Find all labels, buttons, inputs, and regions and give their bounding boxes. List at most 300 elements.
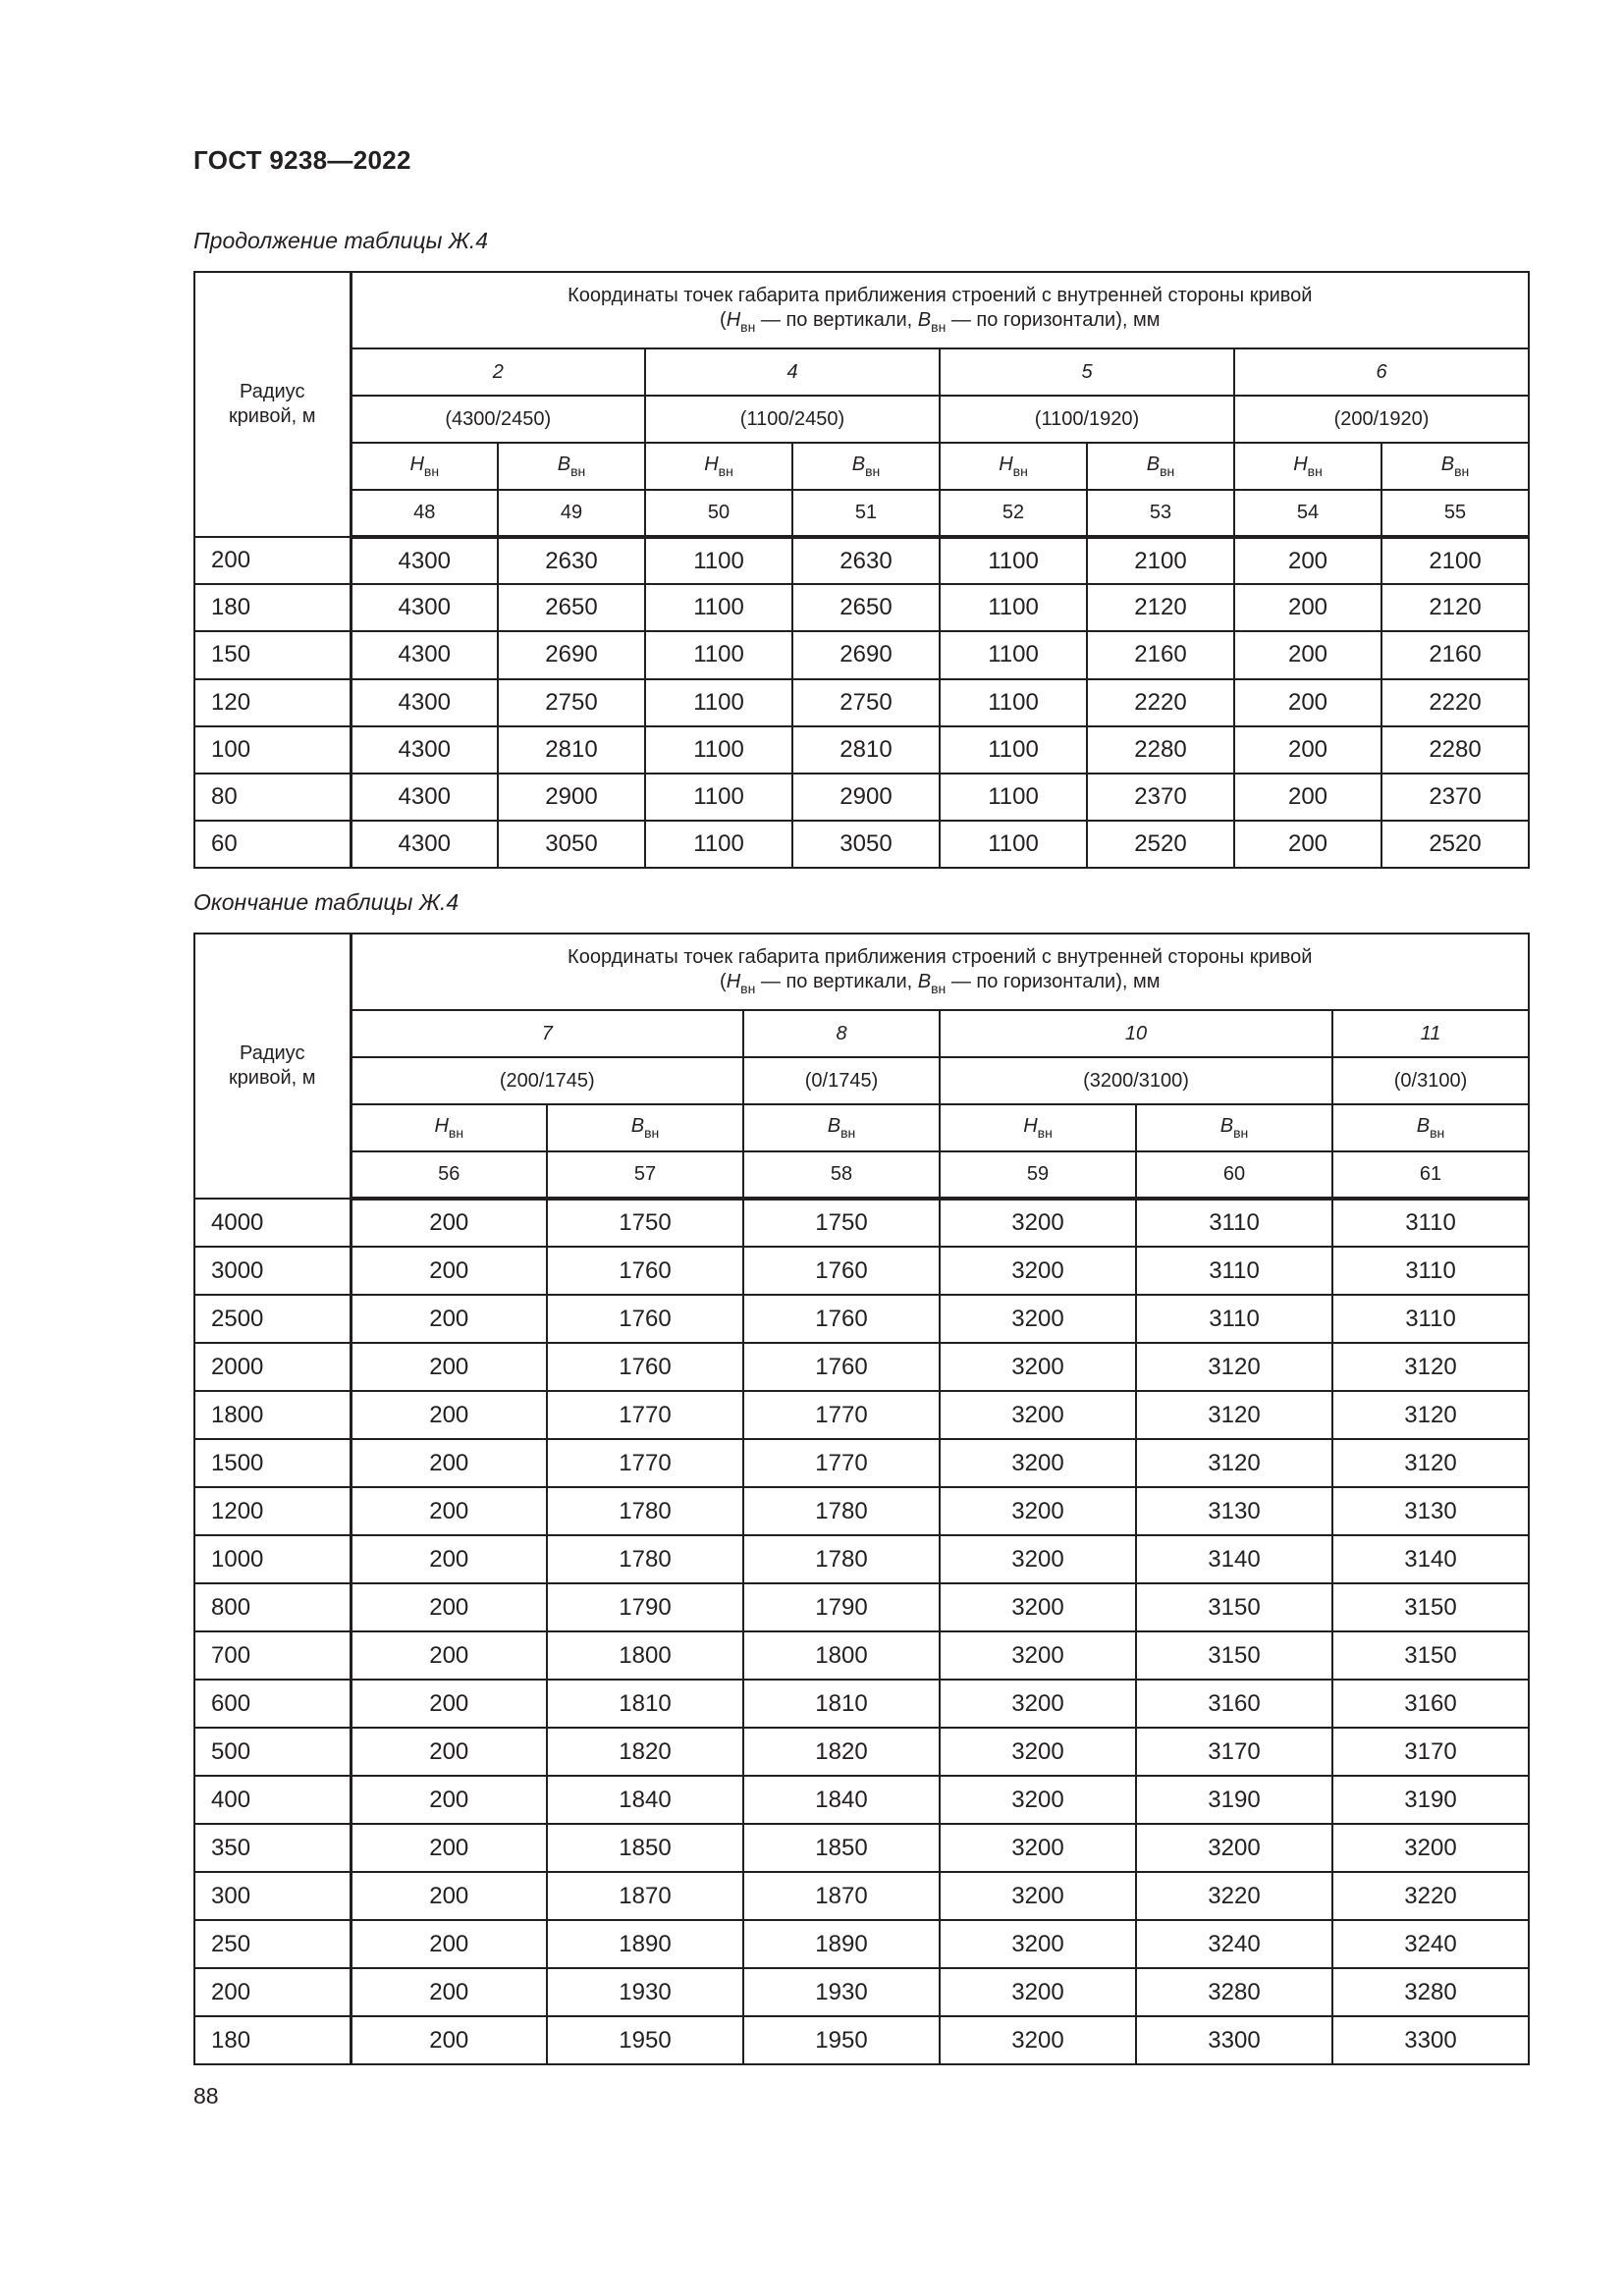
col-number: 49 (498, 490, 645, 537)
h-subscript: вн (423, 463, 440, 479)
value-cell: 200 (351, 1631, 547, 1680)
value-cell: 200 (351, 1487, 547, 1535)
document-title: ГОСТ 9238—2022 (193, 145, 411, 175)
radius-cell: 4000 (194, 1199, 351, 1247)
value-cell: 3220 (1136, 1872, 1332, 1920)
value-cell: 3140 (1136, 1535, 1332, 1583)
b-subscript: вн (865, 463, 881, 479)
value-cell: 200 (1234, 584, 1381, 631)
h-symbol: H (704, 454, 719, 475)
value-cell: 1770 (547, 1439, 743, 1487)
value-cell: 1800 (743, 1631, 940, 1680)
value-cell: 1930 (547, 1968, 743, 2016)
b-symbol: B (630, 1115, 645, 1137)
value-cell: 3200 (940, 1680, 1136, 1728)
table-row (194, 1391, 1529, 1439)
value-cell: 2370 (1087, 774, 1234, 821)
value-cell: 200 (351, 2016, 547, 2064)
value-cell: 2120 (1087, 584, 1234, 631)
value-cell: 2220 (1381, 679, 1529, 726)
value-cell: 200 (351, 1199, 547, 1247)
value-cell: 1780 (743, 1487, 940, 1535)
table-row (194, 631, 1529, 678)
b-subscript: вн (1233, 1125, 1249, 1141)
value-cell: 3200 (940, 1872, 1136, 1920)
value-cell: 4300 (351, 631, 498, 678)
coord-header (351, 272, 1529, 348)
value-cell: 1100 (940, 679, 1087, 726)
radius-cell: 300 (194, 1872, 351, 1920)
value-cell: 1100 (645, 774, 792, 821)
value-cell: 1760 (743, 1343, 940, 1391)
value-cell: 3110 (1332, 1295, 1529, 1343)
value-cell: 1750 (547, 1199, 743, 1247)
value-cell: 2220 (1087, 679, 1234, 726)
point-number: 8 (743, 1010, 940, 1057)
value-cell: 3050 (498, 821, 645, 868)
value-cell: 3160 (1332, 1680, 1529, 1728)
b-symbol: B (851, 454, 866, 475)
point-coords: (200/1920) (1234, 396, 1529, 443)
value-cell: 200 (1234, 774, 1381, 821)
value-cell: 2520 (1087, 821, 1234, 868)
value-cell: 1100 (940, 821, 1087, 868)
value-cell: 200 (351, 1968, 547, 2016)
table-row (194, 1824, 1529, 1872)
point-coords: (0/3100) (1332, 1057, 1529, 1104)
value-cell: 1100 (645, 631, 792, 678)
value-cell: 1760 (547, 1247, 743, 1295)
b-col-header (1381, 443, 1529, 490)
table-row (194, 1680, 1529, 1728)
radius-cell: 700 (194, 1631, 351, 1680)
table-row (194, 726, 1529, 774)
table-row (194, 1583, 1529, 1631)
radius-cell: 1500 (194, 1439, 351, 1487)
col-number: 60 (1136, 1151, 1332, 1199)
value-cell: 1840 (547, 1776, 743, 1824)
value-cell: 3190 (1136, 1776, 1332, 1824)
b-symbol: B (1146, 454, 1161, 475)
table-row (194, 584, 1529, 631)
value-cell: 3200 (940, 1295, 1136, 1343)
value-cell: 1850 (547, 1824, 743, 1872)
point-number: 2 (351, 348, 645, 396)
value-cell: 1890 (743, 1920, 940, 1968)
point-coords: (1100/2450) (645, 396, 940, 443)
value-cell: 1790 (547, 1583, 743, 1631)
value-cell: 2750 (498, 679, 645, 726)
value-cell: 3200 (940, 1247, 1136, 1295)
radius-cell: 1200 (194, 1487, 351, 1535)
value-cell: 3170 (1136, 1728, 1332, 1776)
col-number: 57 (547, 1151, 743, 1199)
value-cell: 200 (1234, 821, 1381, 868)
value-cell: 1780 (547, 1535, 743, 1583)
radius-header (194, 934, 351, 1199)
value-cell: 3130 (1136, 1487, 1332, 1535)
value-cell: 3140 (1332, 1535, 1529, 1583)
value-cell: 1760 (547, 1343, 743, 1391)
h-subscript: вн (448, 1125, 464, 1141)
value-cell: 1100 (645, 679, 792, 726)
value-cell: 3200 (940, 2016, 1136, 2064)
coord-header-line1: Координаты точек габарита приближения строений с внутренней стороны кривой (568, 285, 1313, 307)
radius-cell: 150 (194, 631, 351, 678)
value-cell: 1760 (743, 1295, 940, 1343)
radius-cell: 2500 (194, 1295, 351, 1343)
value-cell: 1810 (547, 1680, 743, 1728)
table-row (194, 1487, 1529, 1535)
point-coords: (3200/3100) (940, 1057, 1332, 1104)
table-row (194, 1631, 1529, 1680)
value-cell: 2900 (792, 774, 940, 821)
value-cell: 4300 (351, 584, 498, 631)
col-number: 50 (645, 490, 792, 537)
h-col-header (351, 1104, 547, 1151)
value-cell: 2100 (1381, 537, 1529, 584)
col-number: 54 (1234, 490, 1381, 537)
value-cell: 2650 (498, 584, 645, 631)
table-row (194, 1295, 1529, 1343)
value-cell: 3110 (1136, 1247, 1332, 1295)
col-number: 59 (940, 1151, 1136, 1199)
value-cell: 3280 (1136, 1968, 1332, 2016)
point-number: 4 (645, 348, 940, 396)
b-symbol: B (1416, 1115, 1431, 1137)
value-cell: 1100 (940, 584, 1087, 631)
point-number: 5 (940, 348, 1234, 396)
value-cell: 1870 (547, 1872, 743, 1920)
radius-cell: 250 (194, 1920, 351, 1968)
coord-header-line1: Координаты точек габарита приближения строений с внутренней стороны кривой (568, 946, 1313, 969)
value-cell: 3120 (1332, 1391, 1529, 1439)
value-cell: 1850 (743, 1824, 940, 1872)
value-cell: 1820 (547, 1728, 743, 1776)
table-row (194, 774, 1529, 821)
value-cell: 1770 (547, 1391, 743, 1439)
value-cell: 3220 (1332, 1872, 1529, 1920)
value-cell: 200 (351, 1824, 547, 1872)
value-cell: 2810 (792, 726, 940, 774)
value-cell: 3120 (1136, 1343, 1332, 1391)
table-row (194, 1920, 1529, 1968)
col-number: 51 (792, 490, 940, 537)
b-col-header (1136, 1104, 1332, 1151)
value-cell: 3150 (1332, 1631, 1529, 1680)
value-cell: 1840 (743, 1776, 940, 1824)
value-cell: 2280 (1381, 726, 1529, 774)
b-subscript: вн (1454, 463, 1470, 479)
value-cell: 4300 (351, 774, 498, 821)
value-cell: 3110 (1332, 1247, 1529, 1295)
value-cell: 1950 (743, 2016, 940, 2064)
table2 (193, 933, 1530, 2065)
value-cell: 1780 (547, 1487, 743, 1535)
col-number: 53 (1087, 490, 1234, 537)
col-number: 56 (351, 1151, 547, 1199)
h-symbol: H (726, 971, 741, 993)
radius-cell: 200 (194, 1968, 351, 2016)
b-symbol: B (827, 1115, 841, 1137)
value-cell: 3200 (940, 1968, 1136, 2016)
radius-cell: 200 (194, 537, 351, 584)
table-row (194, 1199, 1529, 1247)
h-symbol: H (999, 454, 1013, 475)
radius-cell: 80 (194, 774, 351, 821)
radius-header (194, 272, 351, 537)
value-cell: 3160 (1136, 1680, 1332, 1728)
value-cell: 1780 (743, 1535, 940, 1583)
value-cell: 3120 (1136, 1439, 1332, 1487)
table1 (193, 271, 1530, 869)
value-cell: 2900 (498, 774, 645, 821)
b-subscript: вн (840, 1125, 856, 1141)
value-cell: 2520 (1381, 821, 1529, 868)
point-number: 11 (1332, 1010, 1529, 1057)
value-cell: 1800 (547, 1631, 743, 1680)
coord-horizontal-text: — по горизонтали), мм (946, 971, 1161, 993)
point-coords: (0/1745) (743, 1057, 940, 1104)
radius-cell: 100 (194, 726, 351, 774)
coord-horizontal-text: — по горизонтали), мм (946, 309, 1161, 332)
value-cell: 2650 (792, 584, 940, 631)
value-cell: 1100 (645, 821, 792, 868)
value-cell: 1760 (743, 1247, 940, 1295)
value-cell: 3130 (1332, 1487, 1529, 1535)
point-coords: (4300/2450) (351, 396, 645, 443)
value-cell: 3050 (792, 821, 940, 868)
b-symbol: B (557, 454, 571, 475)
b-col-header (498, 443, 645, 490)
value-cell: 1890 (547, 1920, 743, 1968)
value-cell: 2750 (792, 679, 940, 726)
value-cell: 3240 (1332, 1920, 1529, 1968)
value-cell: 3200 (940, 1583, 1136, 1631)
value-cell: 3110 (1136, 1295, 1332, 1343)
value-cell: 1770 (743, 1439, 940, 1487)
col-number: 48 (351, 490, 498, 537)
value-cell: 1100 (645, 726, 792, 774)
radius-cell: 400 (194, 1776, 351, 1824)
h-col-header (1234, 443, 1381, 490)
coord-vertical-text: — по вертикали, (755, 309, 918, 332)
value-cell: 3170 (1332, 1728, 1529, 1776)
b-symbol: B (1440, 454, 1455, 475)
value-cell: 3120 (1332, 1439, 1529, 1487)
radius-cell: 3000 (194, 1247, 351, 1295)
h-subscript: вн (1307, 463, 1323, 479)
h-subscript: вн (1037, 1125, 1053, 1141)
value-cell: 3200 (940, 1728, 1136, 1776)
point-coords: (1100/1920) (940, 396, 1234, 443)
value-cell: 2810 (498, 726, 645, 774)
h-symbol: H (726, 309, 741, 332)
value-cell: 1950 (547, 2016, 743, 2064)
value-cell: 3200 (940, 1439, 1136, 1487)
value-cell: 200 (351, 1680, 547, 1728)
b-col-header (1332, 1104, 1529, 1151)
value-cell: 200 (351, 1583, 547, 1631)
b-subscript: вн (1430, 1125, 1445, 1141)
table-row (194, 1728, 1529, 1776)
page-number: 88 (193, 2083, 219, 2109)
value-cell: 1100 (645, 584, 792, 631)
value-cell: 3300 (1136, 2016, 1332, 2064)
radius-cell: 350 (194, 1824, 351, 1872)
value-cell: 200 (351, 1343, 547, 1391)
h-subscript: вн (740, 319, 756, 336)
h-symbol: H (1023, 1115, 1038, 1137)
b-subscript: вн (1160, 463, 1175, 479)
col-number: 61 (1332, 1151, 1529, 1199)
table1-caption: Продолжение таблицы Ж.4 (193, 228, 489, 253)
radius-cell: 500 (194, 1728, 351, 1776)
coord-open-paren: ( (720, 309, 727, 332)
table-row (194, 1776, 1529, 1824)
h-subscript: вн (740, 981, 756, 997)
value-cell: 200 (351, 1247, 547, 1295)
value-cell: 3280 (1332, 1968, 1529, 2016)
point-number: 6 (1234, 348, 1529, 396)
value-cell: 200 (1234, 679, 1381, 726)
value-cell: 1760 (547, 1295, 743, 1343)
b-col-header (1087, 443, 1234, 490)
value-cell: 1810 (743, 1680, 940, 1728)
h-col-header (940, 1104, 1136, 1151)
point-number: 10 (940, 1010, 1332, 1057)
h-subscript: вн (718, 463, 733, 479)
value-cell: 3200 (940, 1487, 1136, 1535)
value-cell: 200 (351, 1391, 547, 1439)
h-subscript: вн (1012, 463, 1028, 479)
value-cell: 1750 (743, 1199, 940, 1247)
table-row (194, 537, 1529, 584)
radius-cell: 1800 (194, 1391, 351, 1439)
value-cell: 3300 (1332, 2016, 1529, 2064)
value-cell: 200 (351, 1872, 547, 1920)
radius-cell: 2000 (194, 1343, 351, 1391)
value-cell: 3190 (1332, 1776, 1529, 1824)
value-cell: 3200 (940, 1824, 1136, 1872)
value-cell: 1100 (940, 537, 1087, 584)
b-subscript: вн (931, 981, 947, 997)
value-cell: 3110 (1136, 1199, 1332, 1247)
radius-cell: 60 (194, 821, 351, 868)
value-cell: 2160 (1381, 631, 1529, 678)
h-col-header (940, 443, 1087, 490)
value-cell: 4300 (351, 726, 498, 774)
b-col-header (743, 1104, 940, 1151)
value-cell: 200 (351, 1295, 547, 1343)
value-cell: 200 (351, 1535, 547, 1583)
point-number: 7 (351, 1010, 743, 1057)
table2-caption: Окончание таблицы Ж.4 (193, 889, 460, 915)
value-cell: 2160 (1087, 631, 1234, 678)
value-cell: 3150 (1332, 1583, 1529, 1631)
b-symbol: B (917, 309, 932, 332)
value-cell: 2690 (498, 631, 645, 678)
table-row (194, 1535, 1529, 1583)
table-row (194, 821, 1529, 868)
radius-header-label: Радиус кривой, м (228, 1042, 316, 1089)
value-cell: 4300 (351, 821, 498, 868)
value-cell: 200 (351, 1439, 547, 1487)
value-cell: 2370 (1381, 774, 1529, 821)
radius-cell: 800 (194, 1583, 351, 1631)
radius-cell: 180 (194, 2016, 351, 2064)
table-row (194, 1872, 1529, 1920)
value-cell: 3200 (940, 1343, 1136, 1391)
value-cell: 1100 (645, 537, 792, 584)
value-cell: 3150 (1136, 1583, 1332, 1631)
value-cell: 2630 (498, 537, 645, 584)
point-coords: (200/1745) (351, 1057, 743, 1104)
value-cell: 1820 (743, 1728, 940, 1776)
h-symbol: H (409, 454, 424, 475)
table-row (194, 1968, 1529, 2016)
b-symbol: B (917, 971, 932, 993)
b-col-header (547, 1104, 743, 1151)
value-cell: 200 (1234, 726, 1381, 774)
b-symbol: B (1219, 1115, 1234, 1137)
value-cell: 3200 (940, 1391, 1136, 1439)
value-cell: 1930 (743, 1968, 940, 2016)
value-cell: 3200 (1136, 1824, 1332, 1872)
b-subscript: вн (570, 463, 586, 479)
table-row (194, 1343, 1529, 1391)
value-cell: 2280 (1087, 726, 1234, 774)
value-cell: 1870 (743, 1872, 940, 1920)
value-cell: 3110 (1332, 1199, 1529, 1247)
coord-vertical-text: — по вертикали, (755, 971, 918, 993)
value-cell: 200 (1234, 631, 1381, 678)
b-subscript: вн (931, 319, 947, 336)
h-symbol: H (1293, 454, 1308, 475)
coord-header (351, 934, 1529, 1010)
value-cell: 3200 (940, 1199, 1136, 1247)
h-col-header (351, 443, 498, 490)
value-cell: 1790 (743, 1583, 940, 1631)
value-cell: 2630 (792, 537, 940, 584)
b-col-header (792, 443, 940, 490)
table-row (194, 2016, 1529, 2064)
radius-cell: 120 (194, 679, 351, 726)
value-cell: 200 (351, 1728, 547, 1776)
col-number: 58 (743, 1151, 940, 1199)
value-cell: 3200 (940, 1776, 1136, 1824)
table-row (194, 1439, 1529, 1487)
coord-open-paren: ( (720, 971, 727, 993)
value-cell: 2100 (1087, 537, 1234, 584)
value-cell: 1100 (940, 631, 1087, 678)
b-subscript: вн (644, 1125, 660, 1141)
value-cell: 3200 (940, 1920, 1136, 1968)
table-row (194, 679, 1529, 726)
table-row (194, 1247, 1529, 1295)
radius-cell: 180 (194, 584, 351, 631)
radius-cell: 600 (194, 1680, 351, 1728)
col-number: 55 (1381, 490, 1529, 537)
coord-header-line2 (360, 308, 1521, 337)
value-cell: 3200 (940, 1535, 1136, 1583)
value-cell: 3200 (940, 1631, 1136, 1680)
col-number: 52 (940, 490, 1087, 537)
value-cell: 200 (1234, 537, 1381, 584)
coord-header-line2 (360, 970, 1521, 998)
h-col-header (645, 443, 792, 490)
value-cell: 4300 (351, 679, 498, 726)
